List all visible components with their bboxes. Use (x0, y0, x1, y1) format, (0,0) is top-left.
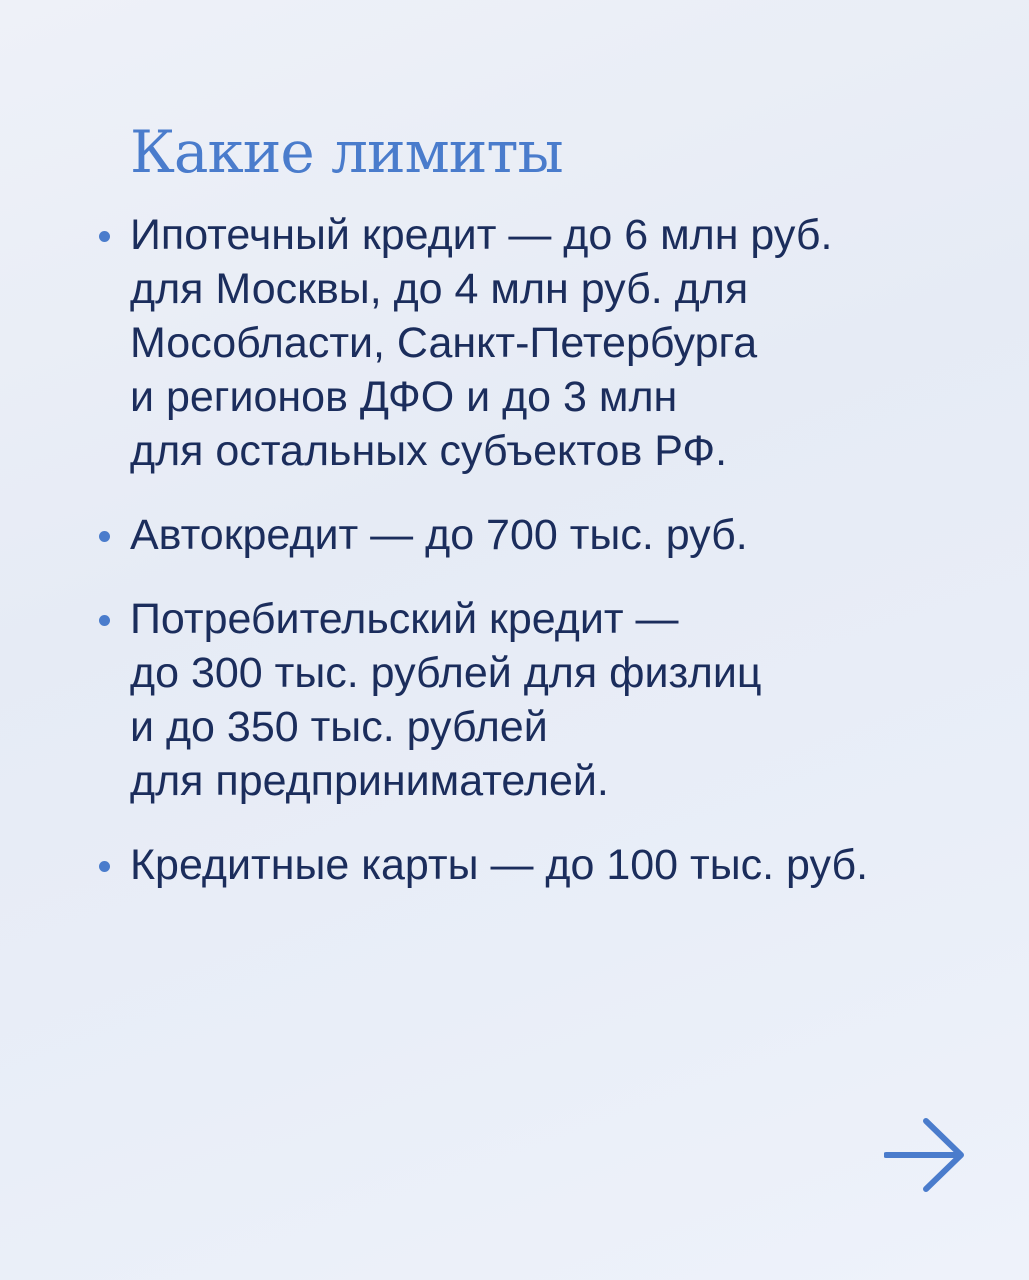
item-line: до 300 тыс. рублей для физлиц (130, 649, 762, 697)
item-line: Мособласти, Санкт-Петербурга (130, 319, 758, 367)
item-line: Потребительский кредит — (130, 595, 679, 643)
item-line: Автокредит — до 700 тыс. руб. (130, 511, 748, 559)
list-item-mortgage (0, 208, 1029, 478)
item-line: для предпринимателей. (130, 757, 609, 805)
page-title: Какие лимиты (130, 118, 563, 186)
item-line: для Москвы, до 4 млн руб. для (130, 265, 749, 313)
item-line: для остальных субъектов РФ. (130, 427, 728, 475)
limits-list (0, 208, 1029, 922)
bullet-icon (99, 531, 110, 542)
arrow-right-glyph (884, 1117, 966, 1193)
bullet-icon (99, 615, 110, 626)
item-line: Ипотечный кредит — до 6 млн руб. (130, 211, 833, 259)
list-item-credit-cards (0, 838, 1029, 892)
item-line: и до 350 тыс. рублей (130, 703, 548, 751)
list-item-consumer-loan (0, 592, 1029, 808)
item-line: и регионов ДФО и до 3 млн (130, 373, 678, 421)
list-item-auto-loan (0, 508, 1029, 562)
arrow-right-icon[interactable] (884, 1117, 966, 1193)
bullet-icon (99, 231, 110, 242)
bullet-icon (99, 861, 110, 872)
item-line: Кредитные карты — до 100 тыс. руб. (130, 841, 869, 889)
